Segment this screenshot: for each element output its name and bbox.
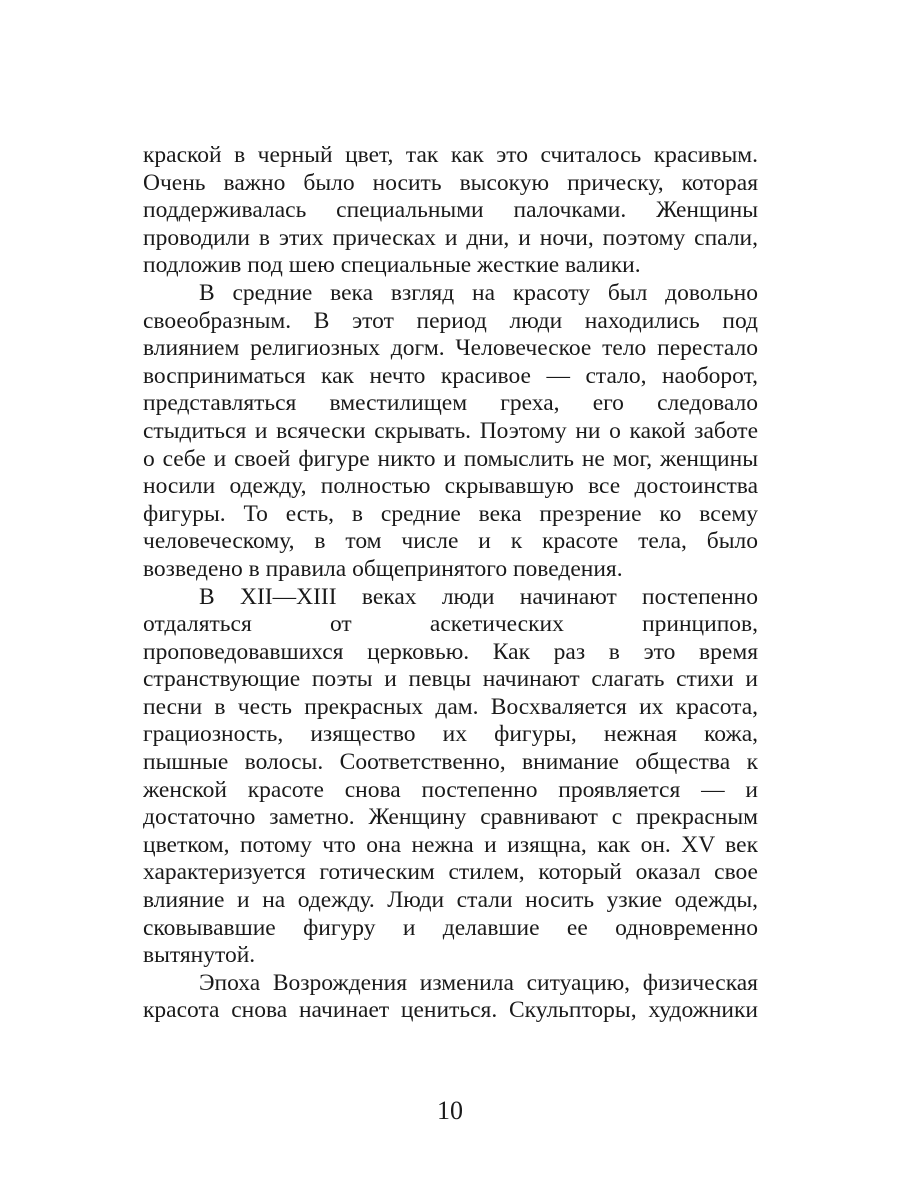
text-line: влиянием религиозных догм. Человеческое тело перестало — [143, 335, 758, 362]
text-line: краской в черный цвет, так как это считалось красивым. — [143, 142, 758, 168]
text-line: возведено в правила общепринятого поведения. — [143, 555, 623, 582]
text-line: грациозность, изящество их фигуры, нежная кожа, — [143, 721, 758, 748]
text-line: характеризуется готическим стилем, который оказал свое — [143, 859, 758, 886]
text-line: о себе и своей фигуре никто и помыслить не мог, женщины — [143, 445, 758, 472]
paragraph — [143, 142, 758, 280]
text-line: Эпоха Возрождения изменила ситуацию, физическая — [199, 969, 758, 996]
text-line: красота снова начинает цениться. Скульпторы, художники — [143, 997, 758, 1024]
text-line: фигуры. То есть, в средние века презрение ко всему — [143, 500, 758, 527]
text-line: человеческому, в том числе и к красоте тела, было — [143, 528, 758, 555]
text-line: восприниматься как нечто красивое — стало, наоборот, — [143, 362, 758, 389]
text-line: проводили в этих прическах и дни, и ночи, поэтому спали, — [143, 224, 758, 251]
text-line: проповедовавшихся церковью. Как раз в это время — [143, 638, 758, 665]
text-line: В XII—XIII веках люди начинают постепенно — [199, 583, 758, 610]
text-line: представляться вместилищем греха, его следовало — [143, 390, 758, 417]
paragraph — [143, 280, 758, 584]
text-line: достаточно заметно. Женщину сравнивают с прекрасным — [143, 804, 758, 831]
paragraph — [143, 970, 758, 1025]
text-line: поддерживалась специальными палочками. Женщины — [143, 197, 758, 224]
text-line: своеобразным. В этот период люди находились под — [143, 307, 758, 334]
text-line: Очень важно было носить высокую прическу, которая — [143, 169, 758, 196]
text-line: В средние века взгляд на красоту был довольно — [199, 279, 758, 306]
text-line: пышные волосы. Соответственно, внимание общества к — [143, 749, 758, 776]
text-line: странствующие поэты и певцы начинают слагать стихи и — [143, 666, 758, 693]
body-text — [143, 142, 758, 1025]
text-line: стыдиться и всячески скрывать. Поэтому ни о какой заботе — [143, 417, 758, 444]
text-line: женской красоте снова постепенно проявляется — и — [143, 776, 758, 803]
paragraph — [143, 584, 758, 970]
text-line: носили одежду, полностью скрывавшую все достоинства — [143, 473, 758, 500]
text-line: цветком, потому что она нежна и изящна, как он. XV век — [143, 831, 758, 858]
text-line: влияние и на одежду. Люди стали носить узкие одежды, — [143, 887, 758, 914]
text-line: песни в честь прекрасных дам. Восхваляется их красота, — [143, 693, 758, 720]
page-number: 10 — [437, 1096, 463, 1125]
text-line: вытянутой. — [143, 942, 256, 969]
text-line: сковывавшие фигуру и делавшие ее одновременно — [143, 914, 758, 941]
text-line: подложив под шею специальные жесткие валики. — [143, 252, 641, 279]
text-line: отдаляться от аскетических принципов, — [143, 611, 758, 638]
